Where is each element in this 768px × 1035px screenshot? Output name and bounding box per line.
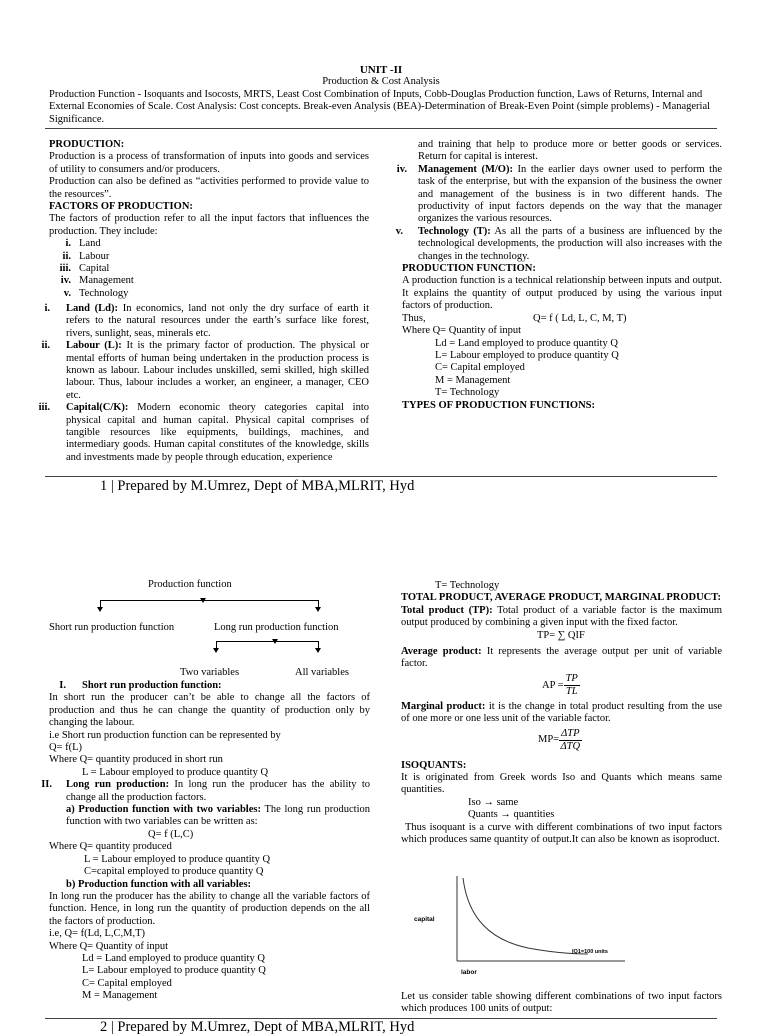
- isoquants-heading: ISOQUANTS:: [401, 759, 467, 771]
- diagram-arrow: [200, 598, 206, 603]
- mp-title: Marginal product:: [401, 700, 486, 712]
- iso-line1: Iso → same: [468, 796, 519, 808]
- production-heading: PRODUCTION:: [49, 139, 125, 150]
- page1-right-column: [393, 139, 722, 412]
- table-intro: Let us consider table showing different combinations of two input factors which produces 100 units of output:: [401, 991, 722, 1015]
- production-p1: Production is a process of transformation of inputs into goods and services of utility to consumers and/or producers.: [49, 151, 369, 175]
- all-variables-where: Where Q= Quantity of input: [49, 940, 169, 952]
- production-p2: Production can also be defined as “activities performed to provide value to the resources”.: [49, 176, 369, 200]
- diagram-arrow: [97, 607, 103, 612]
- ap-text: It represents the average output per unit of variable factor.: [401, 646, 722, 670]
- graph-x-label: labor: [461, 969, 477, 976]
- two-var-def-labour: L = Labour employed to produce quantity Q: [84, 853, 271, 865]
- isoquant-graph: [410, 868, 635, 978]
- ap-formula: AP = $\frac{TP}{TL}$: [542, 673, 578, 698]
- diagram-arrow: [272, 639, 278, 644]
- unit-title: UNIT -II: [359, 64, 403, 76]
- page1-footer: 1 | Prepared by M.Umrez, Dept of MBA,MLRIT, Hyd: [100, 478, 415, 494]
- graph-curve-label: IQ1=100 units: [572, 949, 608, 955]
- labour-item: ii. Labour (L): It is the primary factor of production. The physical or mental efforts of human being undertaken in the production process is known as labour. Labour includes unskilled, semi skilled, high skilled labour. Thus, labour includes a worker, an engineer, a manager, CEO etc.: [41, 340, 369, 401]
- ap-title: Average product:: [401, 646, 482, 658]
- isoquant-definition: Thus isoquant is a curve with different combinations of two input factors which produces same quantity of output.It can also be known as isoproduct.: [401, 821, 722, 846]
- diagram-line-top: [100, 600, 318, 601]
- thus-line: Thus, Q= f ( Ld, L, C, M, T): [402, 312, 627, 324]
- land-item: i. Land (Ld): In economics, land not only the dry surface of earth it refers to the natural resources under the earth’s surface like forest, rivers, sunlight, seas, minerals etc.: [44, 303, 369, 339]
- all-variables-formula: i.e, Q= f(Ld, L,C,M,T): [49, 928, 146, 940]
- all-variables-text: In long run the producer has the ability to change all the variable factors of function. Hence, in long run the quantity of production depends on the all the factors of production.: [49, 890, 370, 927]
- short-run-label: Short run production function: [49, 622, 175, 633]
- tp-text: Total product of a variable factor is the maximum output produced by combining a given input with the fixed factor.: [401, 604, 722, 629]
- types-heading: TYPES OF PRODUCTION FUNCTIONS:: [402, 399, 595, 411]
- short-run-def: L = Labour employed to produce quantity Q: [82, 766, 269, 778]
- production-function-heading: PRODUCTION FUNCTION:: [402, 263, 536, 275]
- isoquant-curve: [463, 878, 588, 954]
- list-item: v. Technology: [63, 287, 129, 299]
- two-variables-label: Two variables: [180, 667, 240, 678]
- def-technology: T= Technology: [435, 387, 500, 399]
- all-variables-label: All variables: [295, 667, 349, 678]
- two-var-def-capital: C=capital employed to produce quantity Q: [84, 866, 264, 878]
- isoquant-graph-svg: [410, 868, 635, 978]
- all-var-def-labour: L= Labour employed to produce quantity Q: [82, 965, 266, 977]
- diagram-connector: [318, 600, 319, 607]
- page1-left-column: [49, 139, 369, 300]
- short-run-where: Where Q= quantity produced in short run: [49, 754, 223, 766]
- diagram-arrow: [213, 648, 219, 653]
- page2-footer: 2 | Prepared by M.Umrez, Dept of MBA,MLRIT, Hyd: [100, 1019, 415, 1035]
- diagram-arrow: [315, 648, 321, 653]
- tp-formula: TP= ∑ QIF: [537, 629, 585, 641]
- short-run-formula: Q= f(L): [49, 742, 83, 754]
- short-run-heading: I. Short run production function:: [59, 680, 222, 691]
- list-item: iv. Management: [60, 275, 134, 287]
- factors-list: [49, 238, 369, 300]
- all-variables-heading: b) Production function with all variables:: [66, 878, 252, 890]
- page2-left-column: [38, 680, 370, 1003]
- all-var-def-land: Ld = Land employed to produce quantity Q: [82, 952, 265, 964]
- header-divider: [45, 128, 717, 129]
- def-capital: C= Capital employed: [435, 362, 525, 374]
- def-technology-cont: T= Technology: [435, 580, 500, 591]
- def-management: M = Management: [435, 374, 511, 386]
- page2-right-column: [401, 580, 722, 847]
- capital-item: iii. Capital(C/K): Modern economic theory categories capital into physical capital and human capital. Physical capital comprises of tangible resources like equipments, buildings, machines, and intermediary goods. Human capital constitutes of the knowledge, skills and investments made by people through education, experience: [38, 402, 369, 463]
- all-var-def-management: M = Management: [82, 990, 158, 1002]
- def-labour: L= Labour employed to produce quantity Q: [435, 349, 619, 361]
- list-item: i. Land: [65, 238, 101, 250]
- graph-y-label: capital: [414, 916, 435, 923]
- tp-title: Total product (TP):: [401, 604, 493, 616]
- management-item: iv. Management (M/O): In the earlier days owner used to perform the task of the enterprise, but with the expansion of the business the owner and management of the business is in two different hands. The productivity of input factors depends on the way that the manager organizes the various resources.: [396, 163, 723, 225]
- list-item: iii. Capital: [59, 263, 110, 275]
- mp-text: it is the change in total product resulting from the use of one more or one less unit of the variable factor.: [401, 700, 722, 725]
- short-run-repr: i.e Short run production function can be represented by: [49, 729, 281, 741]
- isoquants-text: It is originated from Greek words Iso and Quants which means same quantities.: [401, 772, 722, 796]
- def-land: Ld = Land employed to produce quantity Q: [435, 337, 618, 349]
- technology-item: v. Technology (T): As all the parts of a business are influenced by the technological developments, the production will also increases with the changes in the technology.: [395, 225, 723, 262]
- unit-subtitle: Production & Cost Analysis: [322, 76, 440, 87]
- factors-heading: FACTORS OF PRODUCTION:: [49, 201, 193, 213]
- diagram-connector: [100, 600, 101, 607]
- page1-footer-divider: [45, 476, 717, 477]
- two-var-where: Where Q= quantity produced: [49, 841, 172, 853]
- production-formula: Q= f ( Ld, L, C, M, T): [533, 312, 627, 324]
- capital-continuation: and training that help to produce more or better goods or services. Return for capital is interest.: [418, 139, 722, 163]
- production-function-text: A production function is a technical relationship between inputs and output. It explains the quantity of output produced by using the various input factors of production.: [402, 275, 722, 312]
- all-var-def-capital: C= Capital employed: [82, 977, 172, 989]
- two-variables-section: a) Production function with two variables: The long run production function with two variables can be written as: Q= f (L,C): [66, 804, 370, 840]
- where-q: Where Q= Quantity of input: [402, 325, 522, 337]
- diagram-connector: [318, 641, 319, 648]
- factors-intro: The factors of production refer to all the input factors that influences the production. They include:: [49, 213, 369, 237]
- diagram-connector: [216, 641, 217, 648]
- factors-detail: [30, 303, 369, 464]
- mp-formula: MP= $\frac{\text{ΔTP}}{\text{ΔTQ}}$: [538, 728, 581, 753]
- two-var-formula: Q= f (L,C): [148, 828, 194, 840]
- syllabus: Production Function - Isoquants and Isocosts, MRTS, Least Cost Combination of Inputs, Cobb-Douglas Production function, Laws of Returns, Internal and External Economies of Scale. Cost Analysis: Cost concepts. Break-even Analysis (BEA)-Determination of Break-Even Point (simple problems) - Managerial Significance.: [49, 89, 711, 125]
- diagram-arrow: [315, 607, 321, 612]
- diagram-line-bottom: [216, 641, 318, 642]
- long-run-label: Long run production function: [214, 622, 339, 633]
- long-run-heading: II. Long run production: In long run the producer has the ability to change all the production factors.: [41, 779, 370, 803]
- short-run-text: In short run the producer can’t be able to change all the factors of production and thus he can change the quantity of production only by changing the labour.: [49, 692, 370, 729]
- tap-heading: TOTAL PRODUCT, AVERAGE PRODUCT, MARGINAL PRODUCT:: [401, 592, 721, 604]
- diagram-title: Production function: [148, 579, 232, 590]
- iso-line2: Quants → quantities: [468, 809, 555, 821]
- list-item: ii. Labour: [62, 250, 110, 262]
